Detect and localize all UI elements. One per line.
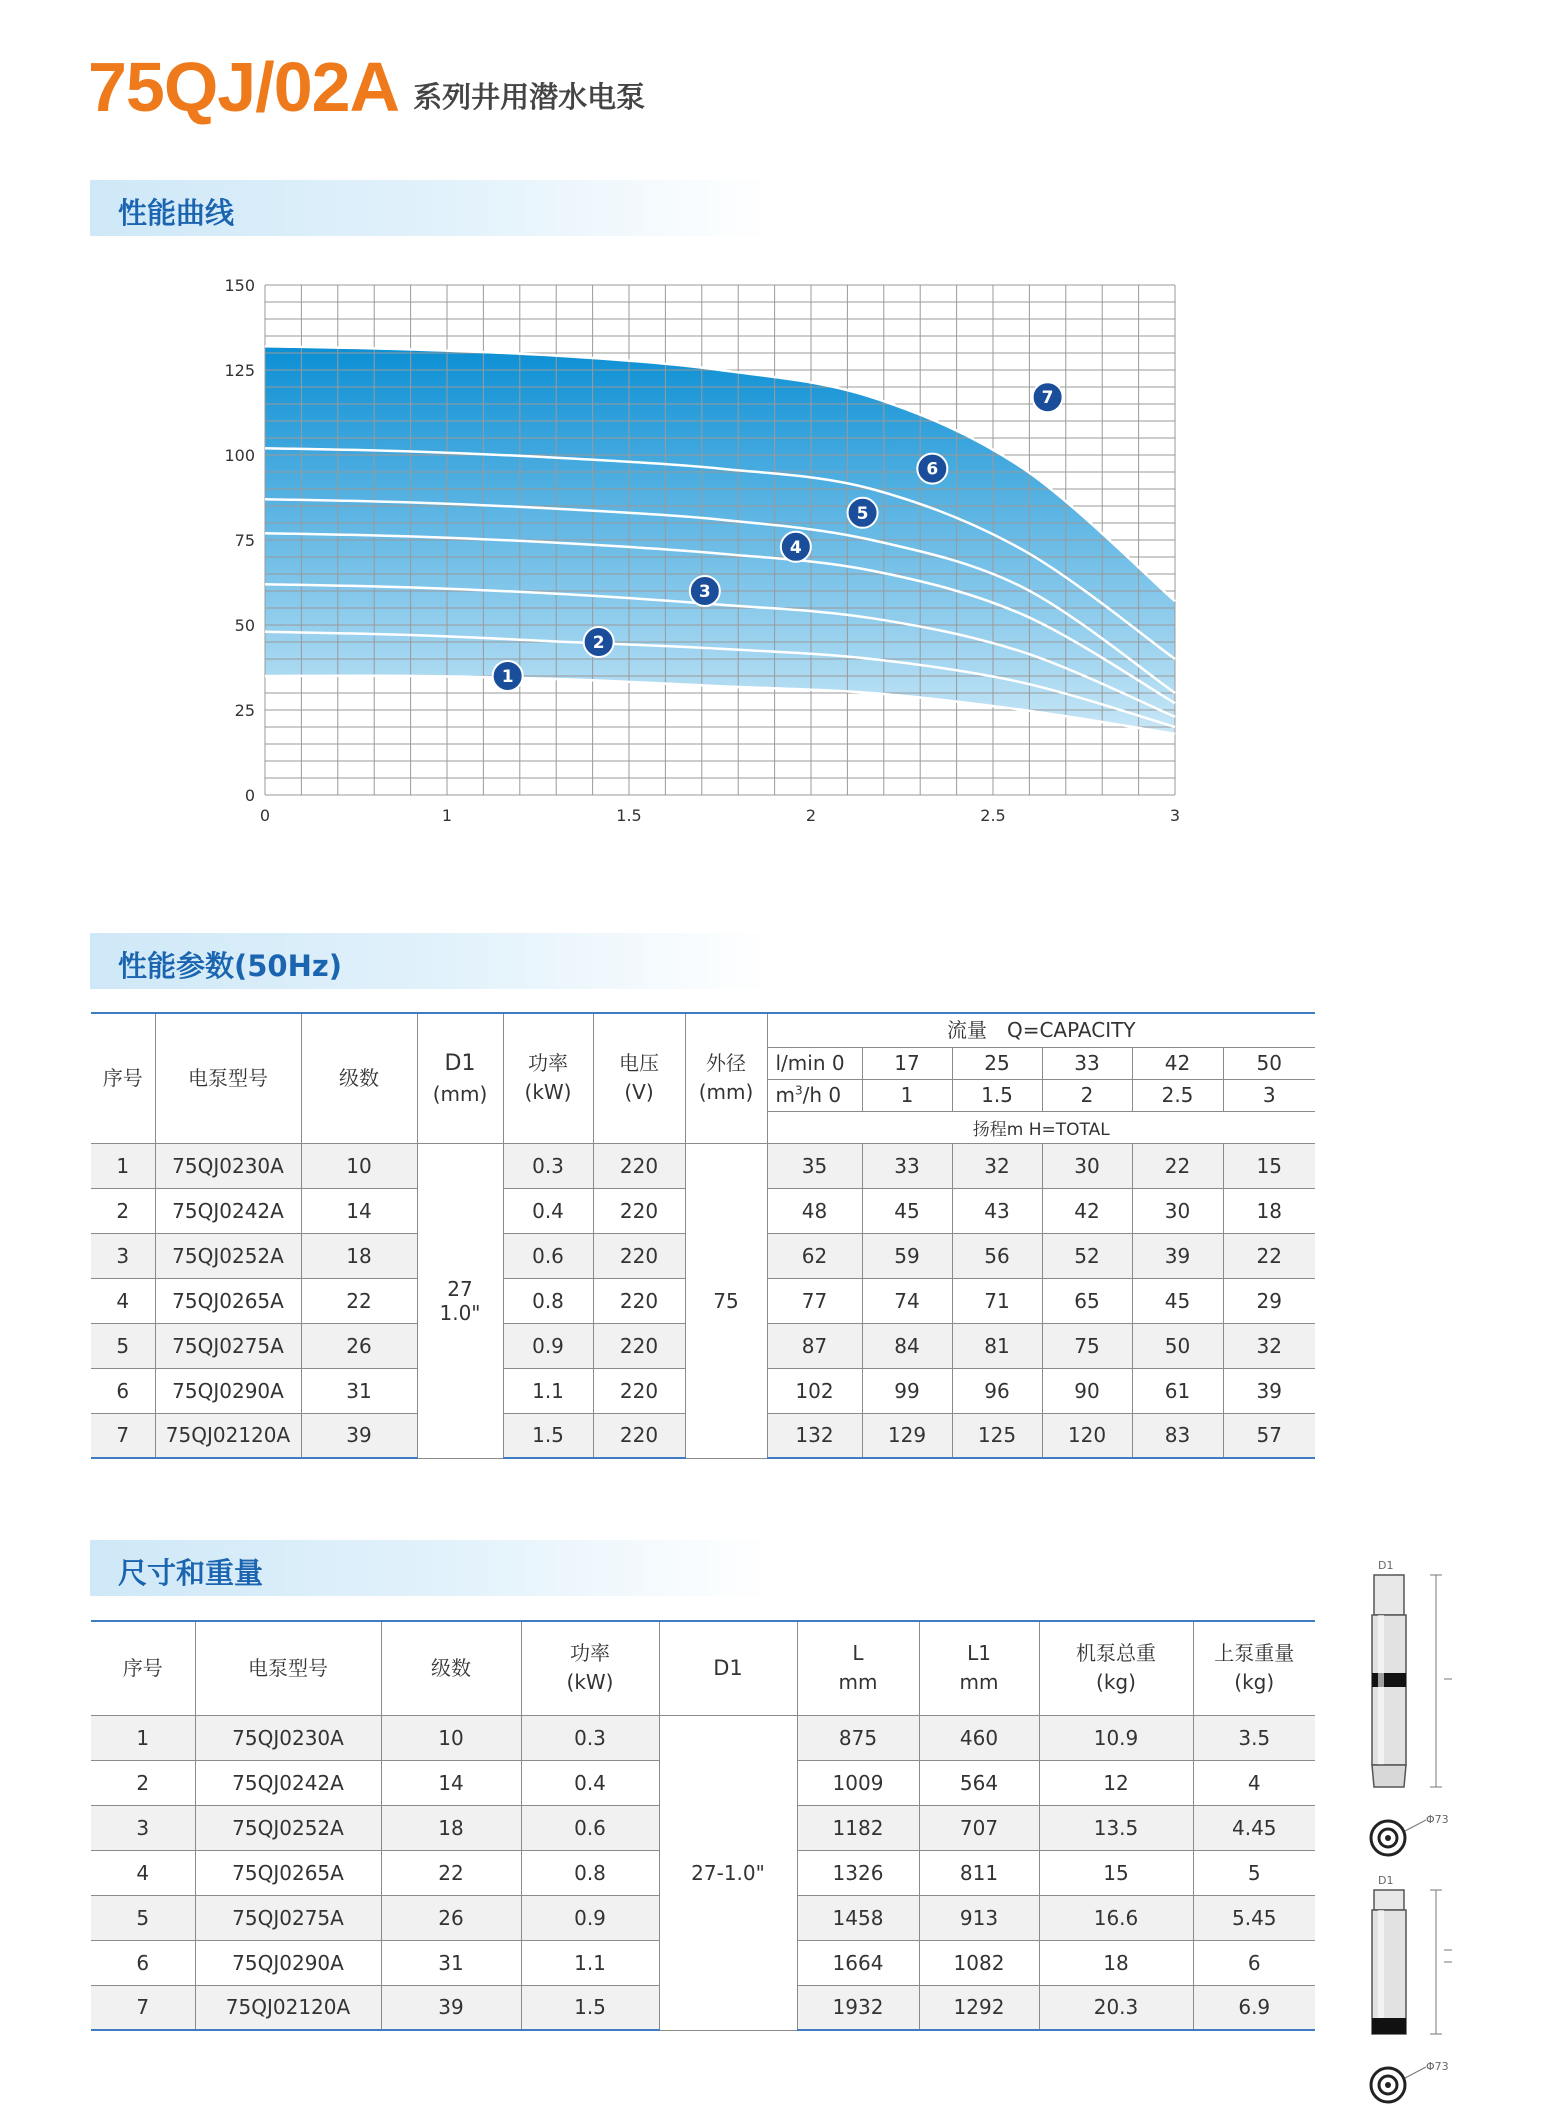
dim-h-total-label: 机泵总重 (1076, 1641, 1156, 1666)
perf-lmin-value: 50 (1223, 1047, 1315, 1079)
perf-cell-stages: 18 (301, 1233, 417, 1278)
dim-cell-l: 1664 (797, 1940, 919, 1985)
perf-cell-power: 1.5 (503, 1413, 593, 1458)
dim-h-l1-unit: mm (959, 1670, 999, 1695)
pump1-phi-label: Φ73 (1426, 1813, 1449, 1826)
perf-cell-head: 125 (952, 1413, 1042, 1458)
dim-h-l1-label: L1 (967, 1641, 991, 1666)
perf-cell-head: 50 (1132, 1323, 1223, 1368)
dim-h-pump-unit: (kg) (1234, 1670, 1275, 1695)
pump2-inlet-band (1372, 2018, 1406, 2034)
section-title-params: 性能参数(50Hz) (118, 949, 343, 983)
dim-cell-stages: 22 (381, 1850, 521, 1895)
dim-cell-no: 6 (91, 1940, 195, 1985)
perf-cell-head: 52 (1042, 1233, 1132, 1278)
perf-h-od-unit: (mm) (698, 1080, 754, 1105)
dim-h-stages: 级数 (381, 1621, 521, 1715)
model-title: 75QJ/02A (88, 48, 400, 126)
perf-cell-volt: 220 (593, 1413, 685, 1458)
perf-cell-model: 75QJ02120A (155, 1413, 301, 1458)
perf-cell-head: 129 (862, 1413, 952, 1458)
perf-cell-head: 99 (862, 1368, 952, 1413)
perf-cell-no: 6 (91, 1368, 155, 1413)
pump1-bottom (1372, 1765, 1406, 1787)
section-performance-curve (90, 180, 770, 236)
dim-cell-pump: 6.9 (1193, 1985, 1315, 2030)
pump1-d1-label: D1 (1378, 1559, 1394, 1572)
dim-cell-power: 0.6 (521, 1805, 659, 1850)
pump1-body (1372, 1615, 1406, 1765)
pump1-inlet-band (1372, 1673, 1406, 1687)
perf-cell-head: 59 (862, 1233, 952, 1278)
perf-cell-head: 81 (952, 1323, 1042, 1368)
dim-h-l-label: L (852, 1641, 864, 1666)
dim-cell-total: 15 (1039, 1850, 1193, 1895)
perf-cell-head: 35 (767, 1143, 862, 1188)
dim-h-model: 电泵型号 (195, 1621, 381, 1715)
curve-marker-label: 3 (698, 582, 711, 602)
dim-h-l-unit: mm (838, 1670, 878, 1695)
dim-h-power (521, 1621, 659, 1715)
perf-cell-stages: 26 (301, 1323, 417, 1368)
dim-cell-l: 1458 (797, 1895, 919, 1940)
dim-cell-l: 1182 (797, 1805, 919, 1850)
dim-cell-l1: 564 (919, 1760, 1039, 1805)
perf-cell-head: 74 (862, 1278, 952, 1323)
dim-h-power-unit: (kW) (566, 1670, 614, 1695)
dim-cell-power: 0.3 (521, 1715, 659, 1760)
perf-m3h-pre: m (775, 1083, 795, 1107)
dim-cell-total: 20.3 (1039, 1985, 1193, 2030)
perf-cell-head: 57 (1223, 1413, 1315, 1458)
perf-cell-head: 42 (1042, 1188, 1132, 1233)
pump2-phi-label: Φ73 (1426, 2060, 1449, 2073)
dim-cell-pump: 4.45 (1193, 1805, 1315, 1850)
x-tick-label: 2.5 (980, 806, 1006, 825)
section-title-curve: 性能曲线 (118, 196, 235, 230)
pump2-highlight (1378, 1910, 1384, 2034)
dim-cell-model: 75QJ0275A (195, 1895, 381, 1940)
y-tick-label: 0 (244, 786, 255, 805)
perf-cell-head: 56 (952, 1233, 1042, 1278)
perf-cell-no: 7 (91, 1413, 155, 1458)
perf-cell-volt: 220 (593, 1188, 685, 1233)
pump2-leader (1405, 2067, 1426, 2078)
perf-m3h-value: 2 (1042, 1079, 1132, 1111)
perf-h-d1-unit: (mm) (432, 1081, 488, 1106)
dim-h-d1: D1 (659, 1621, 797, 1715)
dim-cell-l: 875 (797, 1715, 919, 1760)
dim-h-l (797, 1621, 919, 1715)
perf-cell-volt: 220 (593, 1278, 685, 1323)
perf-h-flow: 流量 Q=CAPACITY (767, 1013, 1315, 1047)
perf-cell-head: 45 (1132, 1278, 1223, 1323)
perf-cell-head: 61 (1132, 1368, 1223, 1413)
dim-cell-stages: 26 (381, 1895, 521, 1940)
dim-cell-no: 5 (91, 1895, 195, 1940)
perf-h-d1-label: D1 (444, 1050, 476, 1076)
y-tick-label: 150 (224, 276, 255, 295)
dim-cell-stages: 39 (381, 1985, 521, 2030)
perf-cell-head: 96 (952, 1368, 1042, 1413)
curve-marker-label: 5 (856, 503, 869, 524)
dim-cell-stages: 10 (381, 1715, 521, 1760)
dim-cell-pump: 6 (1193, 1940, 1315, 1985)
perf-cell-no: 3 (91, 1233, 155, 1278)
perf-cell-head: 90 (1042, 1368, 1132, 1413)
section-dimensions (90, 1540, 770, 1596)
pump1-end-view-center (1385, 1835, 1391, 1841)
perf-m3h-value: 1 (862, 1079, 952, 1111)
dim-cell-l1: 913 (919, 1895, 1039, 1940)
x-tick-label: 0 (259, 806, 271, 825)
dim-cell-no: 3 (91, 1805, 195, 1850)
perf-cell-stages: 14 (301, 1188, 417, 1233)
dim-cell-l1: 707 (919, 1805, 1039, 1850)
dim-h-total-unit: (kg) (1096, 1670, 1136, 1695)
perf-m3h-post: /h 0 (802, 1083, 842, 1107)
perf-cell-power: 0.6 (503, 1233, 593, 1278)
dim-h-pump (1193, 1621, 1315, 1715)
perf-lmin-value: 25 (952, 1047, 1042, 1079)
perf-cell-head: 48 (767, 1188, 862, 1233)
pump1-leader (1405, 1820, 1426, 1831)
dim-cell-stages: 14 (381, 1760, 521, 1805)
perf-cell-no: 5 (91, 1323, 155, 1368)
perf-cell-model: 75QJ0290A (155, 1368, 301, 1413)
dim-cell-total: 18 (1039, 1940, 1193, 1985)
y-tick-label: 75 (234, 531, 255, 550)
dim-cell-no: 4 (91, 1850, 195, 1895)
dim-cell-pump: 5 (1193, 1850, 1315, 1895)
perf-h-volt (593, 1013, 685, 1143)
perf-cell-stages: 39 (301, 1413, 417, 1458)
y-tick-label: 25 (234, 701, 255, 720)
perf-cell-no: 2 (91, 1188, 155, 1233)
perf-cell-no: 1 (91, 1143, 155, 1188)
perf-cell-power: 0.9 (503, 1323, 593, 1368)
perf-d1-val: 27 (447, 1276, 473, 1301)
perf-cell-head: 77 (767, 1278, 862, 1323)
x-tick-label: 1.5 (616, 806, 642, 825)
perf-cell-head: 132 (767, 1413, 862, 1458)
perf-cell-head: 71 (952, 1278, 1042, 1323)
pump-drawing-full (1360, 1555, 1470, 1865)
perf-h-power-unit: (kW) (524, 1080, 572, 1105)
dim-cell-l1: 1082 (919, 1940, 1039, 1985)
curve-marker-label: 2 (592, 633, 605, 653)
performance-chart (200, 270, 1190, 830)
dim-cell-no: 2 (91, 1760, 195, 1805)
perf-lmin-value: 33 (1042, 1047, 1132, 1079)
dim-cell-pump: 5.45 (1193, 1895, 1315, 1940)
perf-h-d1 (417, 1013, 503, 1143)
perf-cell-head: 45 (862, 1188, 952, 1233)
dim-cell-model: 75QJ0252A (195, 1805, 381, 1850)
perf-m3h-value: 1.5 (952, 1079, 1042, 1111)
dim-h-no: 序号 (91, 1621, 195, 1715)
dim-cell-pump: 3.5 (1193, 1715, 1315, 1760)
table-row (91, 1715, 1315, 1760)
perf-m3h-value: 3 (1223, 1079, 1315, 1111)
perf-cell-volt: 220 (593, 1368, 685, 1413)
perf-cell-power: 1.1 (503, 1368, 593, 1413)
dim-h-total (1039, 1621, 1193, 1715)
perf-cell-model: 75QJ0252A (155, 1233, 301, 1278)
perf-cell-model: 75QJ0242A (155, 1188, 301, 1233)
perf-cell-head: 102 (767, 1368, 862, 1413)
dim-cell-model: 75QJ0230A (195, 1715, 381, 1760)
perf-cell-head: 83 (1132, 1413, 1223, 1458)
perf-h-model: 电泵型号 (155, 1013, 301, 1143)
perf-lmin-value: 17 (862, 1047, 952, 1079)
dim-cell-model: 75QJ0290A (195, 1940, 381, 1985)
perf-cell-stages: 31 (301, 1368, 417, 1413)
table-row (91, 1143, 1315, 1188)
perf-cell-head: 15 (1223, 1143, 1315, 1188)
perf-cell-no: 4 (91, 1278, 155, 1323)
y-tick-label: 50 (234, 616, 255, 635)
dim-cell-l1: 1292 (919, 1985, 1039, 2030)
pump2-d1-label: D1 (1378, 1874, 1394, 1887)
dim-cell-l1: 811 (919, 1850, 1039, 1895)
perf-cell-head: 29 (1223, 1278, 1315, 1323)
y-tick-label: 100 (224, 446, 255, 465)
y-tick-label: 125 (224, 361, 255, 380)
perf-lmin-label: l/min 0 (767, 1047, 862, 1079)
dim-h-l1 (919, 1621, 1039, 1715)
perf-h-od-label: 外径 (706, 1051, 746, 1076)
pump1-highlight (1378, 1615, 1384, 1765)
perf-h-power (503, 1013, 593, 1143)
dim-cell-model: 75QJ02120A (195, 1985, 381, 2030)
perf-cell-head: 22 (1132, 1143, 1223, 1188)
section-performance-params (90, 933, 770, 989)
x-tick-label: 1 (441, 806, 453, 825)
pump1-top-cap (1374, 1575, 1404, 1615)
curve-marker-label: 4 (789, 537, 802, 558)
dim-cell-stages: 18 (381, 1805, 521, 1850)
perf-h-volt-label: 电压 (619, 1051, 659, 1076)
dim-cell-d1: 27-1.0" (659, 1715, 797, 2030)
curve-marker-label: 7 (1041, 388, 1054, 409)
dim-cell-no: 1 (91, 1715, 195, 1760)
curve-marker-label: 1 (501, 667, 514, 687)
perf-cell-head: 30 (1132, 1188, 1223, 1233)
dim-cell-pump: 4 (1193, 1760, 1315, 1805)
dim-cell-l: 1932 (797, 1985, 919, 2030)
perf-cell-head: 33 (862, 1143, 952, 1188)
perf-cell-head: 75 (1042, 1323, 1132, 1368)
perf-h-stages: 级数 (301, 1013, 417, 1143)
dim-cell-power: 0.4 (521, 1760, 659, 1805)
perf-h-power-label: 功率 (528, 1051, 568, 1076)
dim-cell-total: 13.5 (1039, 1805, 1193, 1850)
dim-cell-power: 0.9 (521, 1895, 659, 1940)
perf-h-od (685, 1013, 767, 1143)
dim-cell-l1: 460 (919, 1715, 1039, 1760)
perf-d1-val2: 1.0" (439, 1300, 481, 1325)
perf-cell-head: 87 (767, 1323, 862, 1368)
perf-h-volt-unit: (V) (624, 1080, 654, 1105)
perf-cell-volt: 220 (593, 1323, 685, 1368)
perf-cell-volt: 220 (593, 1233, 685, 1278)
perf-cell-head: 62 (767, 1233, 862, 1278)
curve-marker-label: 6 (926, 459, 939, 480)
performance-table (91, 1012, 1315, 1459)
perf-cell-head: 18 (1223, 1188, 1315, 1233)
perf-cell-head: 30 (1042, 1143, 1132, 1188)
pump-drawing-pump-end (1360, 1870, 1470, 2113)
x-tick-label: 2 (805, 806, 817, 825)
perf-cell-model: 75QJ0275A (155, 1323, 301, 1368)
dim-cell-no: 7 (91, 1985, 195, 2030)
dim-cell-model: 75QJ0265A (195, 1850, 381, 1895)
perf-cell-od: 75 (685, 1143, 767, 1458)
pump2-body (1372, 1910, 1406, 2034)
perf-header-row-1 (91, 1013, 1315, 1047)
perf-cell-head: 84 (862, 1323, 952, 1368)
perf-cell-head: 39 (1132, 1233, 1223, 1278)
perf-cell-stages: 10 (301, 1143, 417, 1188)
perf-h-head: 扬程m H=TOTAL (767, 1111, 1315, 1143)
dim-header-row (91, 1621, 1315, 1715)
perf-cell-head: 32 (952, 1143, 1042, 1188)
perf-cell-head: 43 (952, 1188, 1042, 1233)
dim-h-power-label: 功率 (570, 1641, 610, 1666)
dim-cell-total: 12 (1039, 1760, 1193, 1805)
series-subtitle: 系列井用潜水电泵 (413, 80, 646, 114)
page-title (88, 48, 646, 126)
dim-cell-total: 10.9 (1039, 1715, 1193, 1760)
section-title-dims: 尺寸和重量 (118, 1556, 264, 1590)
perf-cell-head: 22 (1223, 1233, 1315, 1278)
perf-cell-power: 0.8 (503, 1278, 593, 1323)
perf-m3h-label (767, 1079, 862, 1111)
perf-cell-head: 65 (1042, 1278, 1132, 1323)
dim-cell-power: 0.8 (521, 1850, 659, 1895)
dim-cell-stages: 31 (381, 1940, 521, 1985)
dim-cell-l: 1326 (797, 1850, 919, 1895)
dim-cell-total: 16.6 (1039, 1895, 1193, 1940)
pump2-top-cap (1374, 1890, 1404, 1910)
dim-cell-power: 1.5 (521, 1985, 659, 2030)
perf-cell-power: 0.3 (503, 1143, 593, 1188)
dim-h-pump-label: 上泵重量 (1214, 1641, 1295, 1666)
dim-cell-l: 1009 (797, 1760, 919, 1805)
pump2-end-view-center (1385, 2082, 1391, 2088)
perf-cell-model: 75QJ0230A (155, 1143, 301, 1188)
perf-cell-stages: 22 (301, 1278, 417, 1323)
dimension-table (91, 1620, 1315, 2031)
perf-cell-head: 32 (1223, 1323, 1315, 1368)
perf-h-no: 序号 (91, 1013, 155, 1143)
dim-cell-power: 1.1 (521, 1940, 659, 1985)
perf-cell-volt: 220 (593, 1143, 685, 1188)
perf-cell-d1 (417, 1143, 503, 1458)
perf-m3h-sup: 3 (794, 1083, 803, 1098)
perf-m3h-value: 2.5 (1132, 1079, 1223, 1111)
perf-cell-model: 75QJ0265A (155, 1278, 301, 1323)
perf-cell-head: 120 (1042, 1413, 1132, 1458)
x-tick-label: 3 (1169, 806, 1181, 825)
dim-cell-model: 75QJ0242A (195, 1760, 381, 1805)
perf-cell-power: 0.4 (503, 1188, 593, 1233)
perf-lmin-value: 42 (1132, 1047, 1223, 1079)
perf-cell-head: 39 (1223, 1368, 1315, 1413)
